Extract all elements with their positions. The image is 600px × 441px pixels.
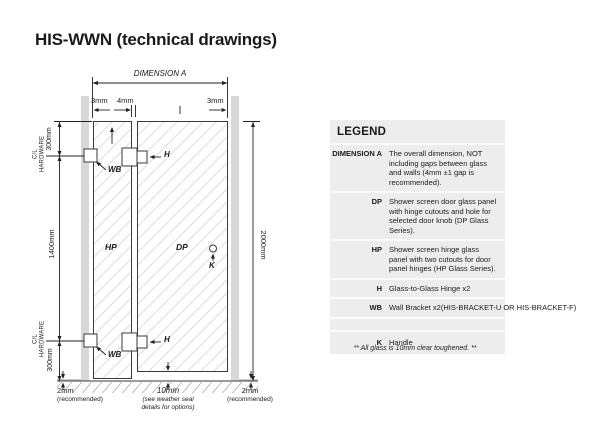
legend-panel [330, 120, 577, 354]
dim-300-top-label: 300mm [46, 127, 53, 151]
bracket-top-label: WB [108, 165, 122, 174]
legend-term: DIMENSION A [332, 149, 382, 158]
gap-right-label: 3mm [207, 96, 224, 105]
bottom-gap-right: 2mm (recommended) [227, 386, 273, 403]
bottom-gap-middle: 10mm (see weather seal details for options) [141, 386, 195, 411]
legend-definition: Shower screen door glass panel with hinge cutouts and hole for selected door knob (DP Glass Series). [389, 197, 497, 235]
legend-definition: Glass-to-Glass Hinge x2 [389, 283, 471, 293]
cl-hardware-top-label: C/L HARDWARE [32, 135, 45, 173]
knob-label: K [209, 261, 215, 270]
gap-left-label: 3mm [91, 96, 108, 105]
legend-term: H [376, 283, 382, 293]
legend-term: K [376, 337, 382, 347]
legend-footnote: ** All glass is 10mm clear toughened. ** [353, 345, 477, 352]
bottom-gap-left: 2mm (recommended) [57, 386, 103, 403]
legend-definition: The overall dimension, NOT including gaps between glass and walls (4mm ±1 gap is recommended). [389, 149, 487, 187]
legend-row-hp [330, 241, 505, 280]
legend-definition: Wall Bracket x2(HIS-BRACKET-U OR HIS-BRACKET-F) [389, 303, 577, 312]
legend-term: HP [371, 245, 382, 254]
bracket-bottom-label: WB [108, 350, 122, 359]
legend-row-spacer [330, 319, 505, 332]
panel-hp-label: HP [105, 242, 117, 252]
legend-definition: Handle [389, 337, 413, 347]
wall-right [231, 96, 239, 381]
dim-1400-label: 1400mm [47, 229, 56, 259]
legend-header: LEGEND [330, 120, 505, 145]
hinge-bottom-label: H [164, 335, 170, 344]
cl-hardware-bottom-label: C/L HARDWARE [32, 320, 45, 358]
dim-2000-label: 2000mm [259, 230, 268, 260]
hinge-top-label: H [164, 150, 170, 159]
legend-row-h [330, 280, 505, 300]
legend-row-dimension-a [330, 145, 505, 193]
dimension-a-label: DIMENSION A [133, 69, 187, 78]
legend-term: WB [369, 303, 382, 312]
legend-term: DP [371, 197, 382, 206]
legend-definition: Shower screen hinge glass panel with two cutouts for door panel hinges (HP Glass Series). [389, 245, 496, 273]
right-dimension-2000 [243, 122, 260, 382]
legend-row-dp [330, 193, 505, 241]
panel-dp-label: DP [176, 242, 188, 252]
legend-row-wb [330, 299, 577, 319]
dim-300-bottom-label: 300mm [47, 348, 54, 372]
page-title: HIS-WWN (technical drawings) [35, 30, 277, 49]
gap-middle-label: 4mm [117, 96, 134, 105]
